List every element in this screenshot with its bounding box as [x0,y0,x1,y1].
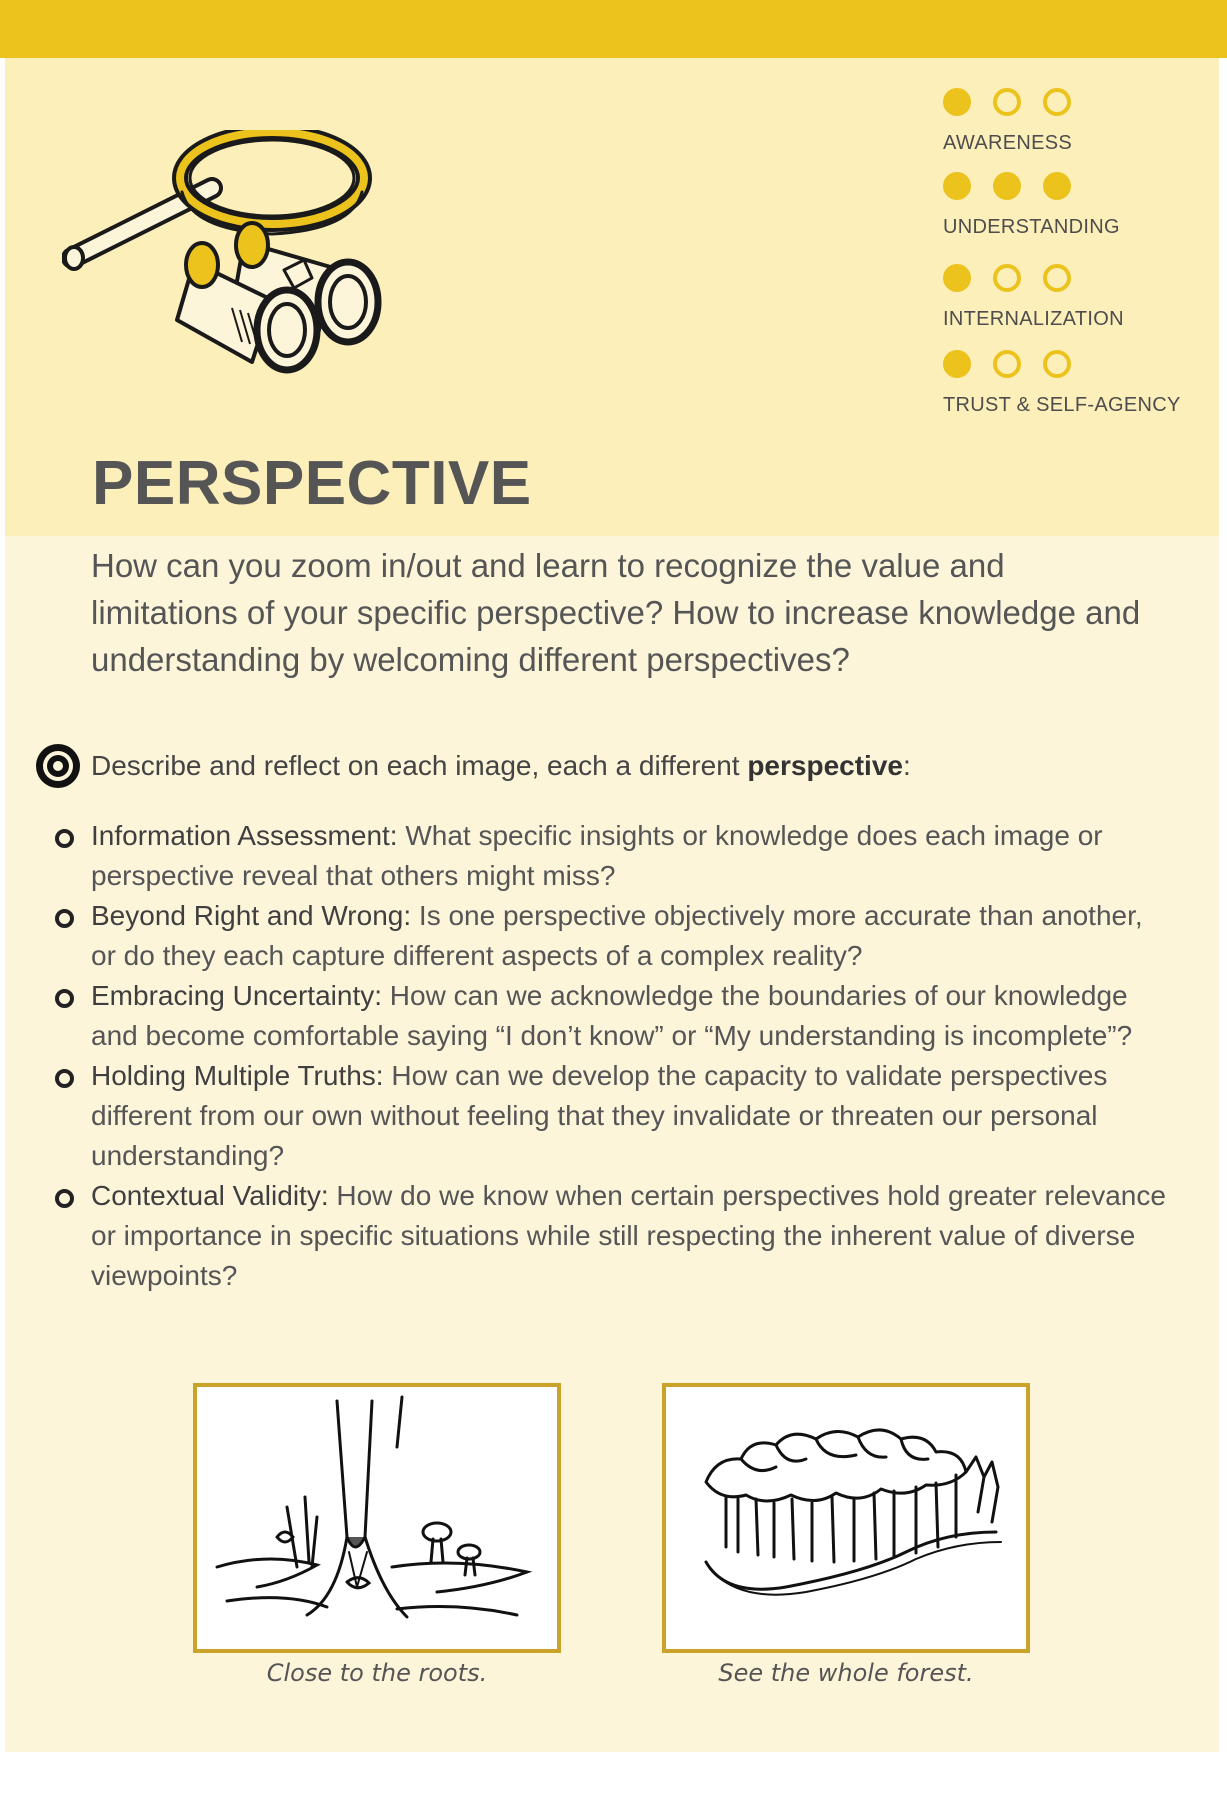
task-emphasis: perspective [747,750,903,781]
question-item [50,896,1170,976]
figure-caption: See the whole forest. [718,1659,974,1687]
level-awareness [943,88,1073,154]
figure-frame [662,1383,1030,1653]
level-dots [943,172,1071,200]
binoculars-icon [177,223,378,370]
target-icon [34,742,82,790]
level-dot [1043,350,1071,378]
question-text: What specific insights or knowledge does each image or perspective reveal that others might miss? [91,820,1103,891]
forest-icon [666,1387,1026,1649]
question-text: How can we develop the capacity to validate perspectives different from our own without feeling that they invalidate or threaten our personal understanding? [91,1060,1108,1171]
level-dots [943,264,1071,292]
level-dots [943,350,1071,378]
question-text: Is one perspective objectively more accurate than another, or do they each capture different aspects of a complex reality? [91,900,1143,971]
task-prefix: Describe and reflect on each image, each a different [91,750,748,781]
intro-question: How can you zoom in/out and learn to recognize the value and limitations of your specific perspective? How to increase knowledge and understanding by welcoming different perspectives? [91,547,1141,678]
card-title: PERSPECTIVE [92,449,532,518]
level-dot [993,88,1021,116]
level-label: TRUST & SELF-AGENCY [943,394,1181,416]
question-item [50,1056,1170,1176]
level-dot [993,264,1021,292]
level-label: AWARENESS [943,132,1073,154]
level-dot [1043,264,1071,292]
level-dot [993,172,1021,200]
level-trust-self-agency [943,350,1181,416]
question-item [50,816,1170,896]
figure-roots [193,1383,561,1687]
circle-bullet-icon [55,909,74,928]
task-text [91,750,911,782]
level-dot [943,88,971,116]
level-label: INTERNALIZATION [943,308,1124,330]
level-label: UNDERSTANDING [943,216,1120,238]
question-term: Information Assessment: [91,820,398,851]
tree-roots-icon [197,1387,557,1649]
level-dot [943,350,971,378]
level-internalization [943,264,1124,330]
question-item [50,976,1170,1056]
level-dots [943,88,1071,116]
header-illustration [62,130,442,430]
level-dot [1043,88,1071,116]
circle-bullet-icon [55,829,74,848]
figure-caption: Close to the roots. [266,1659,488,1687]
circle-bullet-icon [55,989,74,1008]
question-term: Holding Multiple Truths: [91,1060,384,1091]
question-text: How can we acknowledge the boundaries of our knowledge and become comfortable saying “I don’t know” or “My understanding is incomplete”? [91,980,1133,1051]
level-understanding [943,172,1120,238]
level-dot [993,350,1021,378]
question-term: Embracing Uncertainty: [91,980,383,1011]
circle-bullet-icon [55,1069,74,1088]
reflection-questions [50,816,1170,1296]
figure-forest [662,1383,1030,1687]
level-dot [943,172,971,200]
level-dot [943,264,971,292]
circle-bullet-icon [55,1189,74,1208]
question-term: Beyond Right and Wrong: [91,900,412,931]
figure-frame [193,1383,561,1653]
level-dot [1043,172,1071,200]
question-term: Contextual Validity: [91,1180,329,1211]
top-accent-bar [0,0,1227,58]
task-instruction [34,742,911,790]
task-suffix: : [902,750,911,781]
question-item [50,1176,1170,1296]
question-text: How do we know when certain perspectives hold greater relevance or importance in specific situations while still respecting the inherent value of diverse viewpoints? [91,1180,1166,1291]
